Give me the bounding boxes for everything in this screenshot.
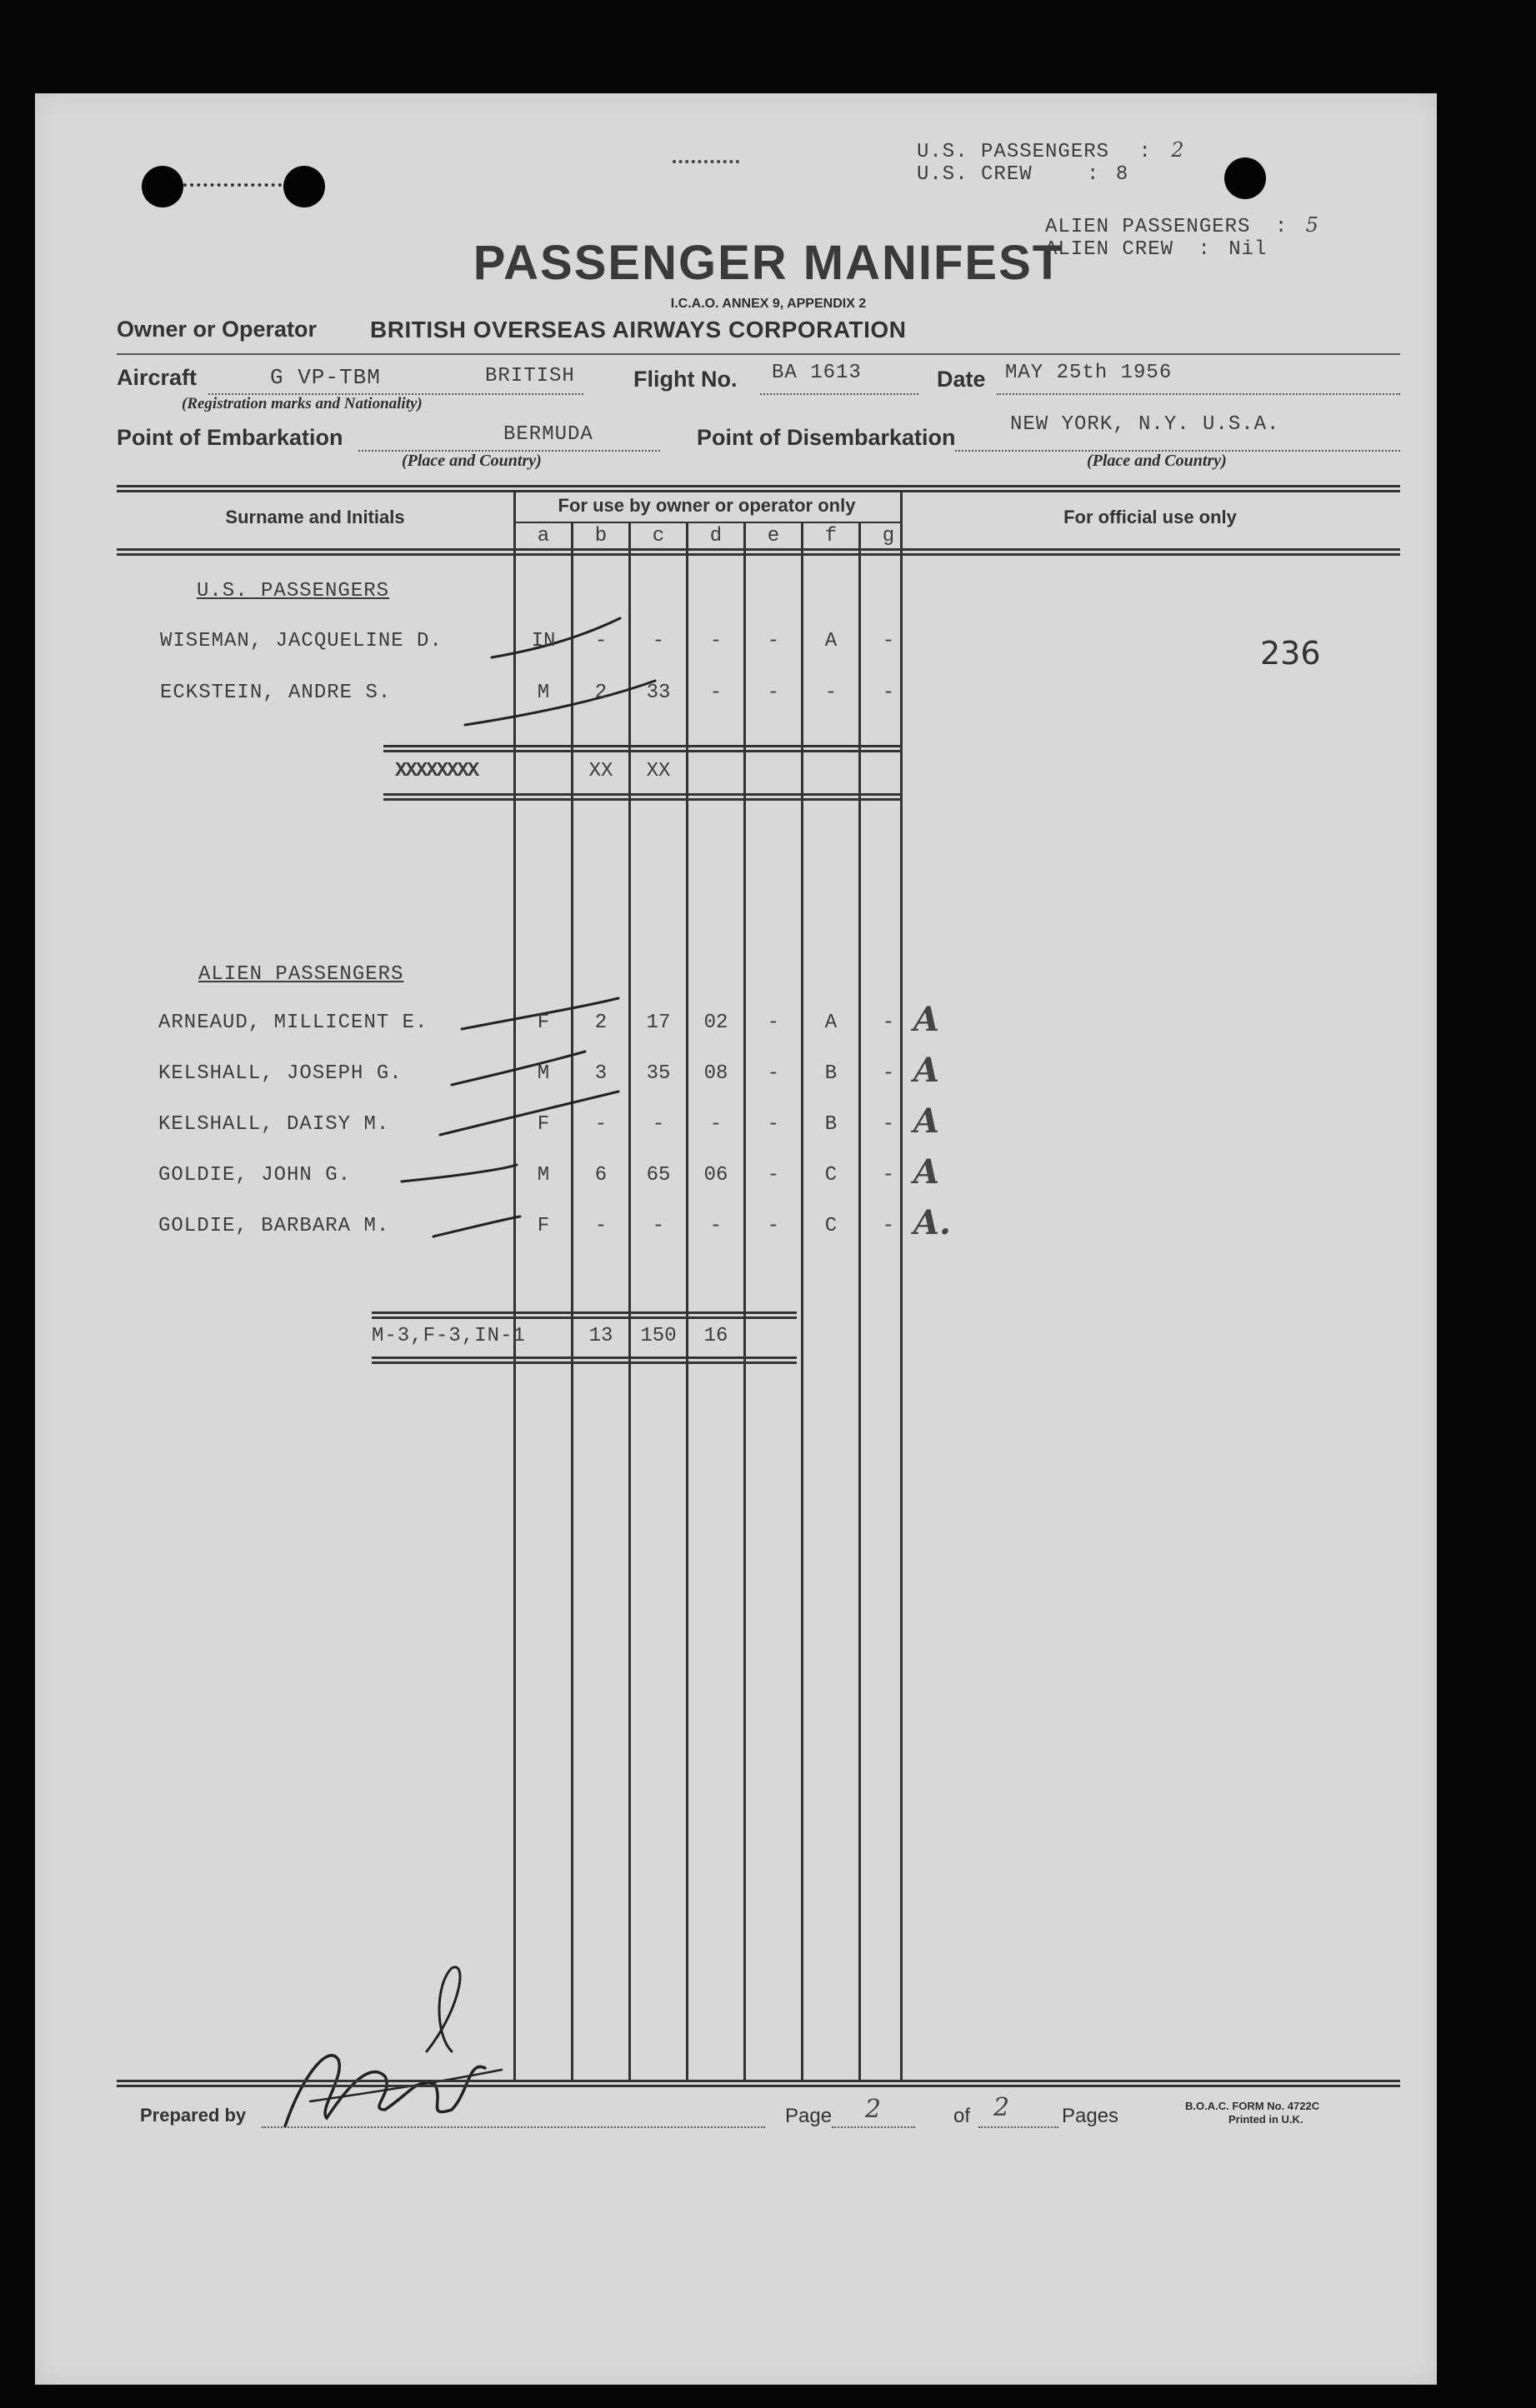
col-letter-a: a bbox=[537, 525, 550, 547]
passenger-name: GOLDIE, JOHN G. bbox=[158, 1164, 352, 1187]
cell-e: - bbox=[767, 1215, 780, 1237]
footer-rule-2 bbox=[117, 2085, 1400, 2087]
disembarkation-value: NEW YORK, N.Y. U.S.A. bbox=[1010, 413, 1280, 436]
cell-b: - bbox=[594, 1215, 608, 1237]
official-mark: A bbox=[913, 1152, 940, 1192]
cell-e: - bbox=[767, 1164, 780, 1187]
cell-f: C bbox=[824, 1215, 838, 1237]
printed-in: Printed in U.K. bbox=[1228, 2113, 1303, 2126]
cell-c: 33 bbox=[646, 682, 671, 704]
cell-b: 2 bbox=[594, 682, 608, 704]
owner-label: Owner or Operator bbox=[117, 317, 318, 342]
cell-b: - bbox=[594, 630, 608, 652]
total-cell-c: XX bbox=[646, 760, 671, 782]
passenger-name: GOLDIE, BARBARA M. bbox=[158, 1215, 390, 1237]
strike-goldie-john bbox=[402, 1165, 517, 1182]
page-subtitle: I.C.A.O. ANNEX 9, APPENDIX 2 bbox=[670, 297, 867, 311]
col-letter-b: b bbox=[594, 525, 608, 547]
cell-f: A bbox=[824, 630, 838, 652]
pen-strokes bbox=[35, 93, 1437, 2385]
stamp-number: 236 bbox=[1260, 635, 1321, 672]
cell-f: C bbox=[824, 1164, 838, 1187]
cell-a: F bbox=[537, 1215, 550, 1237]
cell-d: 02 bbox=[703, 1012, 728, 1034]
manifest-page bbox=[35, 93, 1437, 2385]
of-value: 2 bbox=[993, 2093, 1010, 2122]
signature-loop bbox=[427, 1967, 460, 2051]
cell-d: 08 bbox=[703, 1062, 728, 1085]
footer-rule bbox=[117, 2080, 1400, 2082]
aircraft-nationality: BRITISH bbox=[485, 365, 575, 387]
cell-d: 06 bbox=[703, 1164, 728, 1187]
cell-c: 17 bbox=[646, 1012, 671, 1034]
prepared-by-underline bbox=[262, 2126, 765, 2128]
us-passengers-label: U.S. PASSENGERS : 2 bbox=[917, 138, 1185, 163]
cell-e: - bbox=[767, 682, 780, 704]
passenger-name: ECKSTEIN, ANDRE S. bbox=[160, 682, 392, 704]
total-cell-d: 16 bbox=[703, 1325, 728, 1347]
page-underline bbox=[832, 2126, 915, 2128]
official-mark: A bbox=[913, 1102, 940, 1141]
cell-d: - bbox=[709, 630, 723, 652]
owner-value: BRITISH OVERSEAS AIRWAYS CORPORATION bbox=[370, 317, 907, 342]
cell-c: 35 bbox=[646, 1062, 671, 1085]
form-number: B.O.A.C. FORM No. 4722C bbox=[1185, 2100, 1320, 2112]
embarkation-label: Point of Embarkation bbox=[117, 425, 343, 450]
col-letter-f: f bbox=[824, 525, 838, 547]
alien-crew-value: Nil bbox=[1228, 238, 1268, 261]
cell-g: - bbox=[882, 682, 895, 704]
cell-g: - bbox=[882, 1012, 895, 1034]
col-header-surname: Surname and Initials bbox=[225, 507, 405, 527]
us-total-label: XXXXXXXX bbox=[395, 760, 478, 782]
aircraft-registration: G VP-TBM bbox=[270, 365, 381, 390]
cell-f: B bbox=[824, 1062, 838, 1085]
cell-c: - bbox=[652, 1215, 665, 1237]
cell-e: - bbox=[767, 1113, 780, 1136]
prepared-by-label: Prepared by bbox=[140, 2105, 247, 2126]
col-letter-e: e bbox=[767, 525, 780, 547]
of-underline bbox=[978, 2126, 1058, 2128]
cell-g: - bbox=[882, 1062, 895, 1085]
cell-e: - bbox=[767, 1012, 780, 1034]
cell-g: - bbox=[882, 1164, 895, 1187]
passenger-name: KELSHALL, JOSEPH G. bbox=[158, 1062, 403, 1085]
official-mark: A. bbox=[913, 1203, 951, 1242]
col-letter-g: g bbox=[882, 525, 895, 547]
col-header-official: For official use only bbox=[1063, 507, 1237, 527]
alien-crew-label: ALIEN CREW : Nil bbox=[1045, 238, 1268, 261]
total-cell-b: XX bbox=[588, 760, 613, 782]
cell-a: M bbox=[537, 1062, 550, 1085]
us-crew-value: 8 bbox=[1115, 163, 1129, 186]
embarkation-caption: (Place and Country) bbox=[402, 452, 542, 470]
flight-label: Flight No. bbox=[633, 367, 738, 392]
strike-goldie-barbara bbox=[433, 1216, 520, 1236]
embarkation-value: BERMUDA bbox=[503, 423, 593, 446]
cell-c: 65 bbox=[646, 1164, 671, 1187]
official-mark: A bbox=[913, 1051, 940, 1090]
us-section-heading: U.S. PASSENGERS bbox=[197, 580, 390, 602]
date-value: MAY 25th 1956 bbox=[1005, 362, 1173, 384]
col-letter-c: c bbox=[652, 525, 665, 547]
cell-d: - bbox=[709, 1215, 723, 1237]
aircraft-caption: (Registration marks and Nationality) bbox=[182, 395, 423, 412]
us-passengers-value: 2 bbox=[1171, 138, 1185, 162]
disembarkation-caption: (Place and Country) bbox=[1087, 452, 1227, 470]
cell-f: B bbox=[824, 1113, 838, 1136]
cell-g: - bbox=[882, 630, 895, 652]
cell-e: - bbox=[767, 630, 780, 652]
cell-g: - bbox=[882, 1113, 895, 1136]
alien-section-heading: ALIEN PASSENGERS bbox=[198, 963, 404, 986]
cell-b: 6 bbox=[594, 1164, 608, 1187]
alien-total-label: M-3,F-3,IN-1 bbox=[372, 1325, 526, 1347]
official-mark: A bbox=[913, 1000, 940, 1039]
date-label: Date bbox=[937, 367, 986, 392]
page-label: Page bbox=[785, 2105, 833, 2127]
cell-d: - bbox=[709, 1113, 723, 1136]
cell-b: - bbox=[594, 1113, 608, 1136]
aircraft-label: Aircraft bbox=[117, 365, 198, 390]
cell-a: F bbox=[537, 1113, 550, 1136]
passenger-name: KELSHALL, DAISY M. bbox=[158, 1113, 390, 1136]
col-letter-d: d bbox=[709, 525, 723, 547]
disembarkation-label: Point of Disembarkation bbox=[697, 425, 956, 450]
us-crew-label: U.S. CREW : 8 bbox=[917, 163, 1129, 186]
passenger-name: ARNEAUD, MILLICENT E. bbox=[158, 1012, 428, 1034]
col-header-owner-group: For use by owner or operator only bbox=[558, 495, 856, 516]
passenger-name: WISEMAN, JACQUELINE D. bbox=[160, 630, 443, 652]
cell-a: M bbox=[537, 682, 550, 704]
cell-b: 2 bbox=[594, 1012, 608, 1034]
cell-a: M bbox=[537, 1164, 550, 1187]
total-cell-b: 13 bbox=[588, 1325, 613, 1347]
cell-e: - bbox=[767, 1062, 780, 1085]
cell-c: - bbox=[652, 1113, 665, 1136]
cell-a: IN bbox=[531, 630, 556, 652]
cell-d: - bbox=[709, 682, 723, 704]
cell-f: - bbox=[824, 682, 838, 704]
cell-b: 3 bbox=[594, 1062, 608, 1085]
cell-c: - bbox=[652, 630, 665, 652]
alien-passengers-label: ALIEN PASSENGERS : 5 bbox=[1045, 213, 1319, 238]
total-cell-c: 150 bbox=[640, 1325, 677, 1347]
page-value: 2 bbox=[865, 2095, 882, 2124]
cell-a: F bbox=[537, 1012, 550, 1034]
pages-label: Pages bbox=[1062, 2105, 1119, 2127]
cell-f: A bbox=[824, 1012, 838, 1034]
alien-passengers-value: 5 bbox=[1305, 213, 1319, 237]
cell-g: - bbox=[882, 1215, 895, 1237]
page-title: PASSENGER MANIFEST bbox=[473, 236, 1064, 290]
of-label: of bbox=[953, 2105, 971, 2127]
flight-value: BA 1613 bbox=[772, 362, 862, 384]
